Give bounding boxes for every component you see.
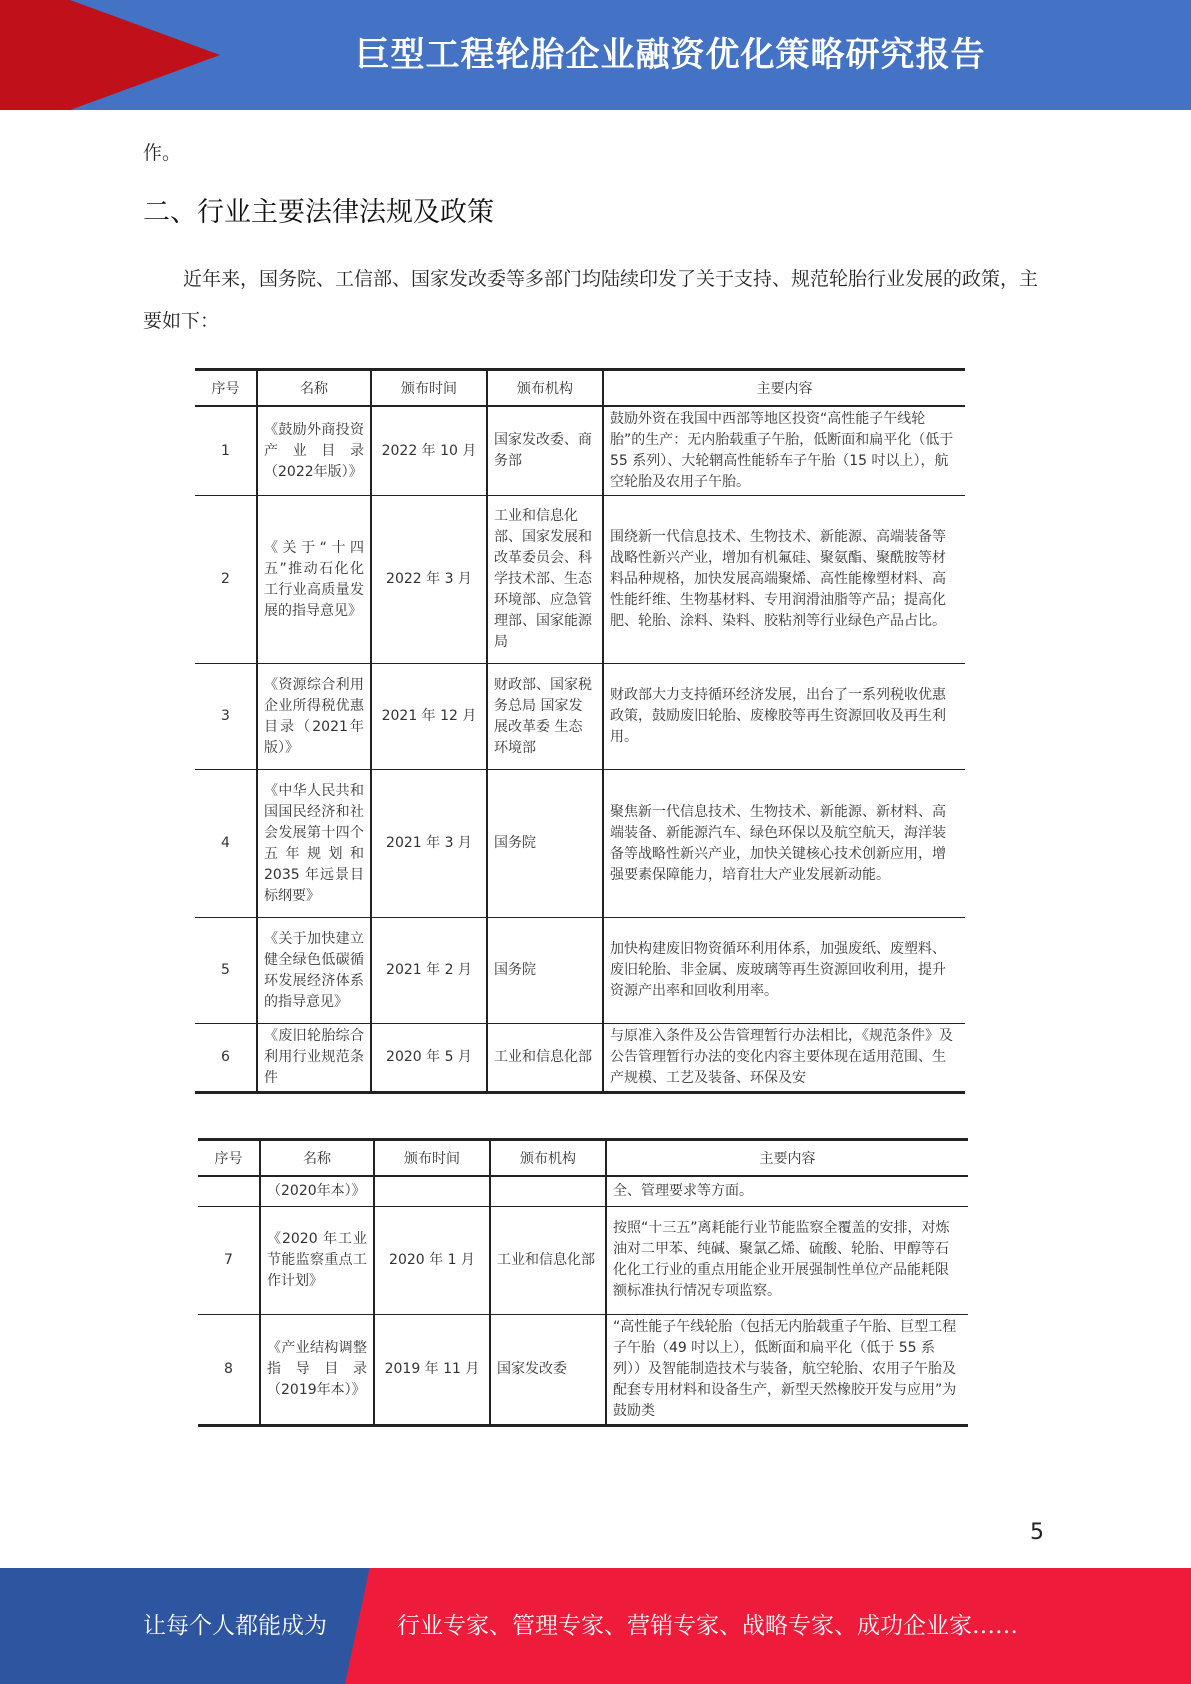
cell-date: 2022 年 10 月 [371, 406, 487, 496]
cell-content: 财政部大力支持循环经济发展，出台了一系列税收优惠政策，鼓励废旧轮胎、废橡胶等再生资源回收及再生利用。 [603, 664, 965, 770]
cell-date: 2021 年 3 月 [371, 770, 487, 918]
continued-text: 作。 [143, 142, 182, 164]
cell-org: 工业和信息化部 [490, 1206, 606, 1314]
policy-table-part-2 [198, 1138, 968, 1427]
cell-name: 《关于“十四五”推动石化化工行业高质量发展的指导意见》 [257, 496, 371, 664]
table-row [198, 1206, 968, 1314]
cell-org: 财政部、国家税务总局 国家发展改革委 生态环境部 [487, 664, 603, 770]
header-content: 主要内容 [603, 370, 965, 407]
cell-name: 《资源综合利用企业所得税优惠目录（2021年版）》 [257, 664, 371, 770]
cell-no: 4 [195, 770, 257, 918]
cell-content: 与原准入条件及公告管理暂行办法相比，《规范条件》及公告管理暂行办法的变化内容主要体现在适用范围、生产规模、工艺及装备、环保及安 [603, 1024, 965, 1093]
cell-org: 国务院 [487, 770, 603, 918]
header-org: 颁布机构 [490, 1140, 606, 1177]
cell-no: 7 [198, 1206, 260, 1314]
table-row [195, 496, 965, 664]
cell-org: 国务院 [487, 918, 603, 1024]
table-row [195, 664, 965, 770]
header-content: 主要内容 [606, 1140, 968, 1177]
cell-name: 《中华人民共和国国民经济和社会发展第十四个五年规划和2035 年远景目标纲要》 [257, 770, 371, 918]
cell-name: （2020年本）》 [260, 1176, 374, 1206]
cell-no: 5 [195, 918, 257, 1024]
cell-org: 工业和信息化部 [487, 1024, 603, 1093]
policy-table-part-1 [195, 368, 965, 1094]
page-number: 5 [1030, 1520, 1044, 1545]
cell-org [490, 1176, 606, 1206]
page-footer [0, 1568, 1191, 1684]
cell-name: 《2020 年工业节能监察重点工作计划》 [260, 1206, 374, 1314]
header-date: 颁布时间 [371, 370, 487, 407]
cell-content: 围绕新一代信息技术、生物技术、新能源、高端装备等战略性新兴产业，增加有机氟硅、聚氨酯、聚酰胺等材料品种规格，加快发展高端聚烯、高性能橡塑材料、高性能纤维、生物基材料、专用润滑油脂等产品；提高化肥、轮胎、涂料、染料、胶粘剂等行业绿色产品占比。 [603, 496, 965, 664]
cell-no: 1 [195, 406, 257, 496]
cell-org: 国家发改委 [490, 1314, 606, 1425]
cell-name: 《产业结构调整指导目录（2019年本）》 [260, 1314, 374, 1425]
header-red-block [0, 0, 70, 110]
cell-content: 按照“十三五”离耗能行业节能监察全覆盖的安排，对炼油对二甲苯、纯碱、聚氯乙烯、硫酸、轮胎、甲醇等石化化工行业的重点用能企业开展强制性单位产品能耗限额标准执行情况专项监察。 [606, 1206, 968, 1314]
cell-content: 全、管理要求等方面。 [606, 1176, 968, 1206]
cell-date: 2020 年 1 月 [374, 1206, 490, 1314]
report-title: 巨型工程轮胎企业融资优化策略研究报告 [355, 35, 986, 75]
cell-no: 8 [198, 1314, 260, 1425]
header-no: 序号 [195, 370, 257, 407]
cell-name: 《废旧轮胎综合利用行业规范条件 [257, 1024, 371, 1093]
page-header [0, 0, 1191, 110]
header-org: 颁布机构 [487, 370, 603, 407]
table-row [198, 1176, 968, 1206]
header-date: 颁布时间 [374, 1140, 490, 1177]
table-row [195, 918, 965, 1024]
cell-no: 2 [195, 496, 257, 664]
cell-date: 2019 年 11 月 [374, 1314, 490, 1425]
cell-content: 聚焦新一代信息技术、生物技术、新能源、新材料、高端装备、新能源汽车、绿色环保以及航空航天，海洋装备等战略性新兴产业，加快关键核心技术创新应用，增强要素保障能力，培育壮大产业发展新动能。 [603, 770, 965, 918]
cell-content: 加快构建废旧物资循环利用体系，加强废纸、废塑料、废旧轮胎、非金属、废玻璃等再生资源回收利用，提升资源产出率和回收利用率。 [603, 918, 965, 1024]
cell-no: 3 [195, 664, 257, 770]
cell-no: 6 [195, 1024, 257, 1093]
table-row [195, 406, 965, 496]
header-no: 序号 [198, 1140, 260, 1177]
cell-name: 《关于加快建立健全绿色低碳循环发展经济体系的指导意见》 [257, 918, 371, 1024]
table-row [195, 1024, 965, 1093]
cell-content: 鼓励外资在我国中西部等地区投资“高性能子午线轮胎”的生产：无内胎载重子午胎，低断面和扁平化（低于 55 系列）、大轮辋高性能轿车子午胎（15 吋以上），航空轮胎及农用子午胎。 [603, 406, 965, 496]
table-row [195, 770, 965, 918]
cell-date: 2022 年 3 月 [371, 496, 487, 664]
cell-content: “高性能子午线轮胎（包括无内胎载重子午胎、巨型工程子午胎（49 吋以上），低断面和扁平化（低于 55 系列））及智能制造技术与装备，航空轮胎、农用子午胎及配套专用材料和设备生产，新型天然橡胶开发与应用”为鼓励类 [606, 1314, 968, 1425]
cell-org: 国家发改委、商务部 [487, 406, 603, 496]
table-header-row [195, 370, 965, 407]
cell-no [198, 1176, 260, 1206]
cell-date: 2020 年 5 月 [371, 1024, 487, 1093]
footer-slogan-right: 行业专家、管理专家、营销专家、战略专家、成功企业家…… [397, 1613, 1018, 1639]
table-row [198, 1314, 968, 1425]
cell-date: 2021 年 12 月 [371, 664, 487, 770]
header-name: 名称 [260, 1140, 374, 1177]
section-title: 二、行业主要法律法规及政策 [143, 197, 494, 228]
header-name: 名称 [257, 370, 371, 407]
table-header-row [198, 1140, 968, 1177]
cell-name: 《鼓励外商投资产业目录（2022年版）》 [257, 406, 371, 496]
cell-date [374, 1176, 490, 1206]
cell-date: 2021 年 2 月 [371, 918, 487, 1024]
footer-slogan-left: 让每个人都能成为 [143, 1613, 327, 1639]
intro-paragraph: 近年来，国务院、工信部、国家发改委等多部门均陆续印发了关于支持、规范轮胎行业发展的政策，主要如下： [143, 268, 1039, 332]
cell-org: 工业和信息化部、国家发展和改革委员会、科学技术部、生态环境部、应急管理部、国家能源局 [487, 496, 603, 664]
